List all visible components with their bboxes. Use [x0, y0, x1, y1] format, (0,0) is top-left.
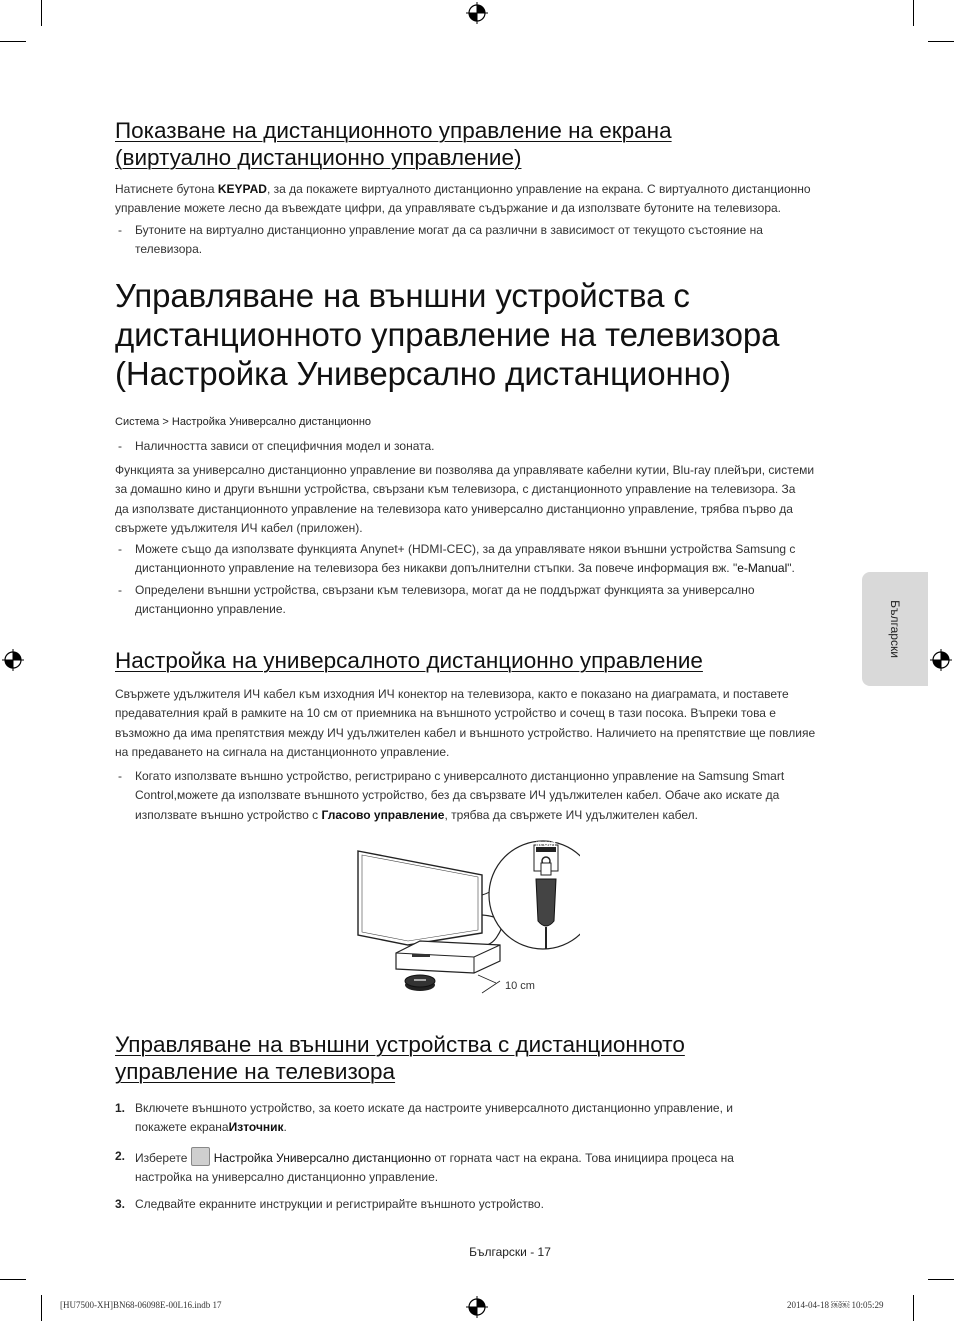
text: телевизора. [135, 242, 203, 257]
crop-mark [913, 0, 914, 26]
text: на предаването на сигнала на дистанционното управление. [115, 745, 450, 760]
text: Натиснете бутона [115, 182, 218, 196]
menu-item: Система [115, 416, 160, 428]
step-number: 3. [115, 1197, 126, 1211]
language-side-tab [862, 572, 928, 686]
text: предавателния край в рамките на 10 см от приемника на външното устройство и сочещ в тази посока. Въпреки това е [115, 706, 776, 721]
heading-line: управление на телевизора [115, 1059, 396, 1084]
heading-line: Показване на дистанционното управление на екрана [115, 118, 672, 143]
heading-line: (виртуално дистанционно управление) [115, 145, 522, 170]
registration-mark-icon [466, 1296, 488, 1318]
port-label: IR OUT [536, 842, 557, 848]
text: дистанционното управление на телевизора без никакви допълнителни стъпки. За повече информация вж. " [135, 561, 738, 576]
paragraph [115, 685, 840, 763]
side-tab-label: Български [888, 600, 902, 658]
registration-mark-icon [930, 649, 952, 671]
text: Определени външни устройства, свързани към телевизора, могат да не поддържат функцията за универсално [135, 583, 755, 597]
section-heading-control-external [115, 1031, 685, 1085]
text: Когато използвате външно устройство, регистрирано с универсалното дистанционно управление на Samsung Smart [135, 769, 785, 783]
note-item [115, 437, 840, 456]
text: настройка на универсално дистанционно управление. [135, 1170, 439, 1185]
universal-remote-icon [191, 1147, 210, 1166]
keyword-source: Източник [228, 1120, 284, 1135]
text: Наличността зависи от специфичния модел и зоната. [135, 439, 435, 453]
distance-label: 10 cm [505, 980, 535, 992]
dash-icon: - [118, 542, 122, 556]
heading-line: Настройка на универсалното дистанционно управление [115, 648, 703, 673]
tv-illustration [358, 851, 482, 945]
dash-icon: - [118, 223, 122, 237]
title-line: (Настройка Универсално дистанционно) [115, 355, 731, 392]
text: от горната част на екрана. Това инициира процеса на [431, 1151, 734, 1165]
title-line: дистанционното управление на телевизора [115, 316, 780, 353]
text: Следвайте екранните инструкции и регистрирайте външното устройство. [135, 1197, 544, 1211]
crop-mark [928, 1279, 954, 1280]
paragraph [115, 461, 840, 539]
text: покажете екрана [135, 1120, 229, 1135]
dash-icon: - [118, 583, 122, 597]
crop-mark [0, 1279, 26, 1280]
registration-mark-icon [466, 2, 488, 24]
page-number: Български - 17 [469, 1245, 551, 1259]
crop-mark [41, 1295, 42, 1321]
crop-mark [41, 0, 42, 26]
section-heading-universal-remote-setup [115, 647, 703, 674]
ir-cable-diagram [350, 835, 580, 1000]
keyword-keypad: KEYPAD [217, 182, 267, 196]
e-manual-link[interactable]: e-Manual [737, 561, 788, 576]
section-heading-virtual-remote [115, 117, 672, 171]
page-title [115, 276, 779, 393]
step-number: 1. [115, 1101, 126, 1115]
text: използвате външно устройство с [135, 807, 322, 822]
dash-icon: - [118, 769, 122, 783]
step-item [115, 1099, 840, 1138]
text: възможно да има препятствия между ИЧ удължителен кабел и външното устройство. Наличието на препятствие ще повлияе [115, 725, 816, 740]
text: Бутоните на виртуално дистанционно управление могат да са различни в зависимост от текущото състояние на [135, 223, 763, 237]
note-item [115, 581, 840, 620]
text: Функцията за универсално дистанционно управление ви позволява да управлявате кабелни кутии, Blu-ray плейъри, системи [115, 463, 815, 477]
text: , трябва да свържете ИЧ удължителен кабел. [444, 807, 698, 822]
menu-path [115, 416, 371, 428]
text: управление можете лесно да въвеждате цифри, да управлявате съдържание и да използвате бутоните на телевизора. [115, 201, 781, 216]
text: Включете външното устройство, за което искате да настроите универсалното дистанционно управление, и [135, 1101, 733, 1115]
step-item [115, 1147, 840, 1188]
crop-mark [928, 41, 954, 42]
text: , за да покажете виртуалното дистанционно управление на екрана. С виртуалното дистанционно [266, 182, 811, 196]
note-item [115, 221, 840, 260]
menu-separator: > [162, 416, 169, 428]
menu-item: Настройка Универсално дистанционно [171, 416, 372, 428]
registration-mark-icon [2, 649, 24, 671]
text: свържете удължителя ИЧ кабел (приложен). [115, 521, 363, 536]
note-item [115, 767, 840, 825]
crop-mark [0, 41, 26, 42]
imprint-date: 2014-04-18 ￼￼ 10:05:29 [787, 1300, 884, 1310]
heading-line: Управляване на външни устройства с дистанционното [115, 1032, 685, 1057]
note-item [115, 540, 840, 579]
imprint-file: [HU7500-XH]BN68-06098E-00L16.indb 17 [60, 1300, 222, 1310]
external-device-illustration [396, 941, 500, 973]
text: Свържете удължителя ИЧ кабел към изходния ИЧ конектор на телевизора, както е показано на диаграмата, и поставете [115, 687, 789, 701]
step-number: 2. [115, 1149, 126, 1163]
keyword-universal-remote-setup: Настройка Универсално дистанционно [213, 1151, 431, 1165]
text: ". [787, 561, 795, 576]
dash-icon: - [118, 439, 122, 453]
text: Можете също да използвате функцията Anynet+ (HDMI-CEC), за да управлявате някои външни устройства Samsung с [135, 542, 796, 556]
keyword-voice-control: Гласово управление [321, 807, 445, 822]
text: дистанционно управление. [135, 602, 286, 617]
text: за домашно кино и други външни устройства, свързани към телевизора, с дистанционното управление на телевизора. За [115, 482, 796, 497]
crop-mark [913, 1295, 914, 1321]
text: да използвате дистанционното управление на телевизора като универсално дистанционно управление, трябва първо да [115, 501, 793, 516]
text: . [283, 1120, 287, 1135]
step-item [115, 1195, 840, 1214]
paragraph [115, 180, 840, 219]
title-line: Управляване на външни устройства с [115, 277, 690, 314]
text: Изберете [135, 1151, 191, 1165]
text: Control,можете да използвате външното устройство, без да свързвате ИЧ удължителен кабел. Обаче ако искате да [135, 788, 780, 803]
